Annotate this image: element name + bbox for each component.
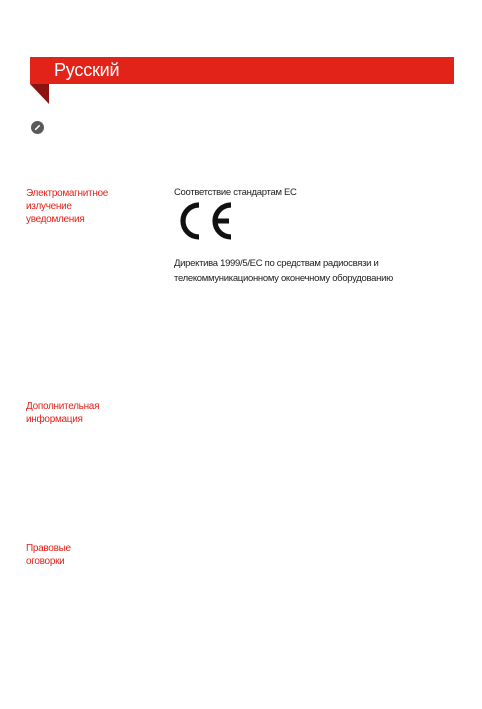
language-title: Русский [54, 60, 120, 80]
section-label-line: Электромагнитное [26, 188, 109, 199]
language-header-bar [30, 57, 454, 84]
directive-text-line-1: Директива 1999/5/ЕС по средствам радиосвязи и [174, 258, 379, 269]
section-label-emc [26, 187, 146, 226]
section-label-line: информация [26, 414, 83, 425]
section-label-line: Дополнительная [26, 401, 100, 412]
pencil-glyph [33, 123, 42, 132]
directive-text-line-2: телекоммуникационному оконечному оборудованию [174, 273, 393, 284]
banner-fold-decoration [30, 84, 49, 104]
eu-compliance-heading: Соответствие стандартам ЕС [174, 187, 297, 198]
section-label-line: излучение [26, 201, 72, 212]
ce-mark-icon [175, 201, 233, 241]
pencil-icon [31, 121, 44, 134]
section-label-legal-disclaimer [26, 542, 146, 568]
section-label-line: Правовые [26, 543, 71, 554]
section-label-line: уведомления [26, 214, 85, 225]
section-label-additional-info [26, 400, 146, 426]
section-label-line: оговорки [26, 556, 65, 567]
